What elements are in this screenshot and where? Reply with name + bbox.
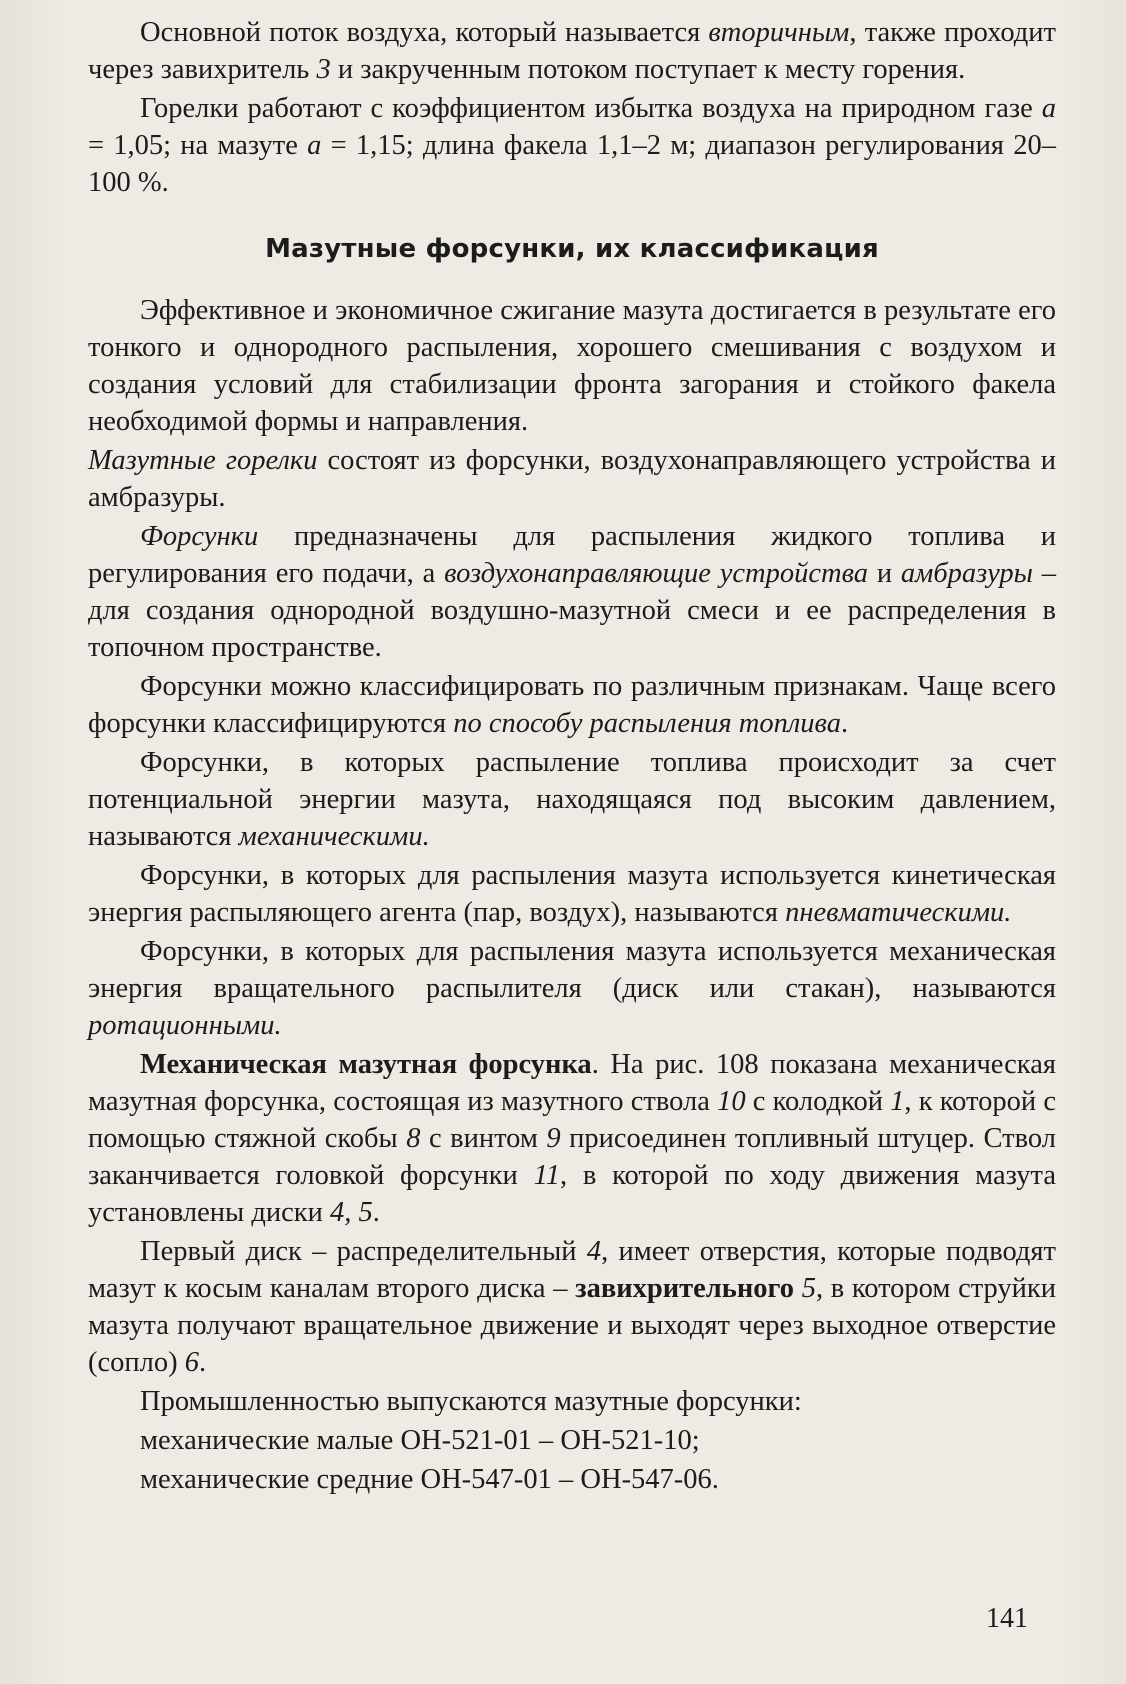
- paragraph: Форсунки можно классифицировать по различным признакам. Чаще всего форсунки классифицируются по способу распыления топлива.: [88, 671, 1056, 739]
- section-heading: Мазутные форсунки, их классификация: [265, 234, 879, 264]
- paragraph: Мазутные горелки состоят из форсунки, воздухонаправляющего устройства и амбразуры.: [88, 445, 1056, 513]
- paragraph: Форсунки предназначены для распыления жидкого топлива и регулирования его подачи, а воздухонаправляющие устройства и амбразуры – для создания однородной воздушно-мазутной смеси и ее распределения в топочном пространстве.: [88, 521, 1056, 663]
- list-item: механические малые ОН-521-01 – ОН-521-10;: [140, 1425, 700, 1456]
- paragraph: Эффективное и экономичное сжигание мазута достигается в результате его тонкого и однородного распыления, хорошего смешивания с воздухом и создания условий для стабилизации фронта загорания и стойкого факела необходимой формы и направления.: [88, 295, 1056, 437]
- page-body: [88, 14, 1056, 1500]
- page-number: 141: [986, 1603, 1028, 1634]
- paragraph: Форсунки, в которых для распыления мазута используется механическая энергия вращательного распылителя (диск или стакан), называются ротационными.: [88, 936, 1056, 1041]
- paragraph: Механическая мазутная форсунка. На рис. 108 показана механическая мазутная форсунка, состоящая из мазутного ствола 10 с колодкой 1, к которой с помощью стяжной скобы 8 с винтом 9 присоединен топливный штуцер. Ствол заканчивается головкой форсунки 11, в которой по ходу движения мазута установлены диски 4, 5.: [88, 1049, 1057, 1228]
- list-item: механические средние ОН-547-01 – ОН-547-06.: [140, 1464, 719, 1495]
- paragraph: Промышленностью выпускаются мазутные форсунки:: [140, 1386, 802, 1417]
- paragraph: Горелки работают с коэффициентом избытка воздуха на природном газе a = 1,05; на мазуте a = 1,15; длина факела 1,1–2 м; диапазон регулирования 20–100 %.: [88, 93, 1056, 198]
- paragraph: Основной поток воздуха, который называется вторичным, также проходит через завихритель 3 и закрученным потоком поступает к месту горения.: [88, 17, 1056, 85]
- paragraph: Первый диск – распределительный 4, имеет отверстия, которые подводят мазут к косым каналам второго диска – завихрительного 5, в котором струйки мазута получают вращательное движение и выходят через выходное отверстие (сопло) 6.: [88, 1236, 1057, 1378]
- paragraph: Форсунки, в которых для распыления мазута используется кинетическая энергия распыляющего агента (пар, воздух), называются пневматическими.: [88, 860, 1056, 928]
- paragraph: Форсунки, в которых распыление топлива происходит за счет потенциальной энергии мазута, находящаяся под высоким давлением, называются механическими.: [88, 747, 1056, 852]
